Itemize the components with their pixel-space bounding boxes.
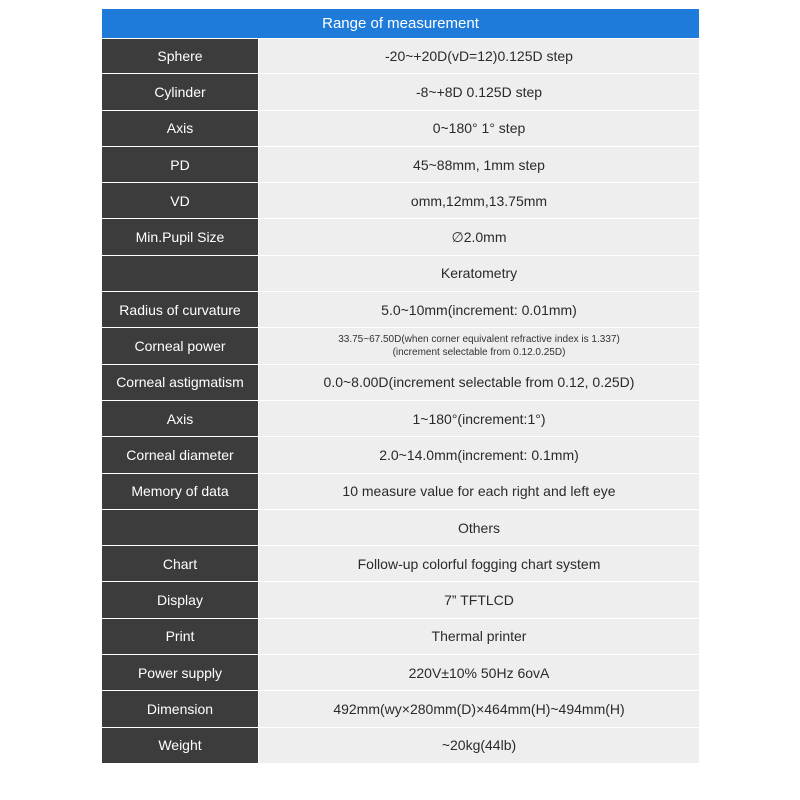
row-value: 0~180° 1° step — [258, 111, 699, 146]
table-row — [102, 111, 699, 147]
section-heading: Others — [258, 510, 699, 545]
row-value: 5.0~10mm(increment: 0.01mm) — [258, 292, 699, 327]
table-row — [102, 474, 699, 510]
row-label: Memory of data — [102, 474, 258, 509]
section-row-others — [102, 510, 699, 546]
table-title: Range of measurement — [102, 9, 699, 38]
row-value: 45~88mm, 1mm step — [258, 147, 699, 182]
row-value: 492mm(wy×280mm(D)×464mm(H)~494mm(H) — [258, 691, 699, 726]
table-row — [102, 328, 699, 364]
row-label: Power supply — [102, 655, 258, 690]
row-value: -8~+8D 0.125D step — [258, 74, 699, 109]
row-label: Dimension — [102, 691, 258, 726]
row-label: Chart — [102, 546, 258, 581]
row-value-line: 33.75~67.50D(when corner equivalent refractive index is 1.337) — [338, 334, 620, 346]
table-row — [102, 147, 699, 183]
row-label: Radius of curvature — [102, 292, 258, 327]
row-label — [102, 256, 258, 291]
table-row — [102, 292, 699, 328]
table-row — [102, 365, 699, 401]
row-value: -20~+20D(vD=12)0.125D step — [258, 39, 699, 73]
table-row — [102, 691, 699, 727]
table-row — [102, 38, 699, 74]
row-value: 2.0~14.0mm(increment: 0.1mm) — [258, 437, 699, 472]
section-row-keratometry — [102, 256, 699, 292]
row-value: omm,12mm,13.75mm — [258, 183, 699, 218]
row-label: Cylinder — [102, 74, 258, 109]
row-label: Corneal power — [102, 328, 258, 363]
row-label: Weight — [102, 728, 258, 763]
table-row — [102, 219, 699, 255]
row-label: Corneal diameter — [102, 437, 258, 472]
row-value: Follow-up colorful fogging chart system — [258, 546, 699, 581]
row-label: PD — [102, 147, 258, 182]
table-row — [102, 183, 699, 219]
table-row — [102, 655, 699, 691]
spec-table — [102, 9, 699, 764]
row-label: Axis — [102, 401, 258, 436]
row-label: Min.Pupil Size — [102, 219, 258, 254]
row-label: Sphere — [102, 39, 258, 73]
row-value: 1~180°(increment:1°) — [258, 401, 699, 436]
row-value: 220V±10% 50Hz 6ovA — [258, 655, 699, 690]
row-value-line: (increment selectable from 0.12.0.25D) — [392, 347, 566, 359]
row-label: Corneal astigmatism — [102, 365, 258, 400]
table-row — [102, 619, 699, 655]
table-row — [102, 546, 699, 582]
row-label: Print — [102, 619, 258, 654]
row-value: 0.0~8.00D(increment selectable from 0.12, 0.25D) — [258, 365, 699, 400]
table-row — [102, 74, 699, 110]
row-label: Display — [102, 582, 258, 617]
table-row — [102, 582, 699, 618]
row-value: ~20kg(44lb) — [258, 728, 699, 763]
table-row — [102, 401, 699, 437]
row-value: 7” TFTLCD — [258, 582, 699, 617]
table-row — [102, 437, 699, 473]
table-row — [102, 728, 699, 764]
row-value — [258, 328, 699, 363]
row-label — [102, 510, 258, 545]
section-heading: Keratometry — [258, 256, 699, 291]
row-label: Axis — [102, 111, 258, 146]
row-value: 10 measure value for each right and left eye — [258, 474, 699, 509]
row-value: ∅2.0mm — [258, 219, 699, 254]
row-value: Thermal printer — [258, 619, 699, 654]
row-label: VD — [102, 183, 258, 218]
